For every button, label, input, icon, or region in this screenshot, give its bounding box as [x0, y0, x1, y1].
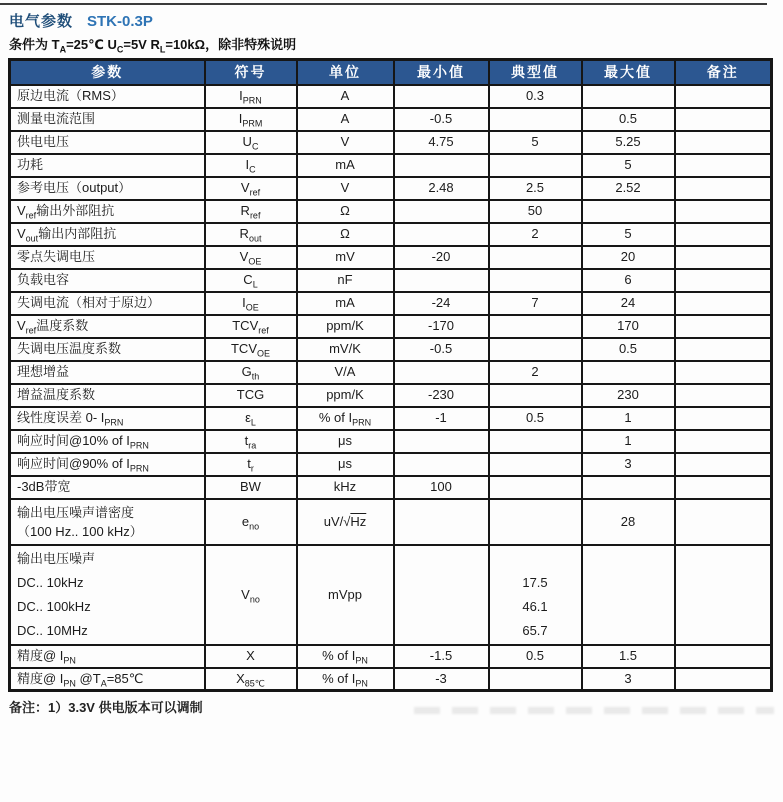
cell-note: [675, 338, 772, 361]
cell-param: 响应时间@10% of $I_{PRN}$: [10, 430, 205, 453]
table-row: [10, 645, 772, 668]
cell-typ: 2: [489, 223, 582, 246]
cell-max: 5: [582, 223, 675, 246]
table-row: [10, 246, 772, 269]
table-row: [10, 131, 772, 154]
cell-min: [394, 200, 489, 223]
cell-param: 精度@ $I_{PN}$: [10, 645, 205, 668]
cell-typ: [489, 108, 582, 131]
cell-note: [675, 154, 772, 177]
cell-symbol: $e_{no}$: [205, 499, 297, 545]
cell-typ: [489, 668, 582, 691]
cell-typ: 2: [489, 361, 582, 384]
table-row: [10, 85, 772, 108]
cell-typ: [489, 246, 582, 269]
cell-typ: [489, 499, 582, 545]
cell-symbol: $V_{OE}$: [205, 246, 297, 269]
cell-note: [675, 200, 772, 223]
table-row: [10, 430, 772, 453]
cell-unit: Ω: [297, 200, 394, 223]
cell-note: [675, 476, 772, 499]
cell-unit: A: [297, 85, 394, 108]
column-header: 符号: [205, 60, 297, 85]
test-conditions: 条件为 $T_A=25℃$ $U_C=5V$ $R_L=10k\Omega$，除非特殊说明: [9, 37, 297, 55]
cell-min: [394, 545, 489, 645]
cell-typ: [489, 315, 582, 338]
cell-min: [394, 223, 489, 246]
cell-note: [675, 246, 772, 269]
cell-symbol: $t_r$: [205, 453, 297, 476]
cell-param: 零点失调电压: [10, 246, 205, 269]
cell-unit: mV/K: [297, 338, 394, 361]
cell-param: 失调电压温度系数: [10, 338, 205, 361]
cell-symbol: $TCV_{OE}$: [205, 338, 297, 361]
cell-unit: V: [297, 177, 394, 200]
cell-typ: [489, 384, 582, 407]
cell-typ: [489, 430, 582, 453]
cell-min: 4.75: [394, 131, 489, 154]
cell-symbol: TCG: [205, 384, 297, 407]
cell-unit: V: [297, 131, 394, 154]
cell-min: [394, 453, 489, 476]
cell-max: 20: [582, 246, 675, 269]
cell-min: [394, 499, 489, 545]
cell-typ: 0.3: [489, 85, 582, 108]
section-title-label: 电气参数: [9, 13, 74, 30]
cell-param: 测量电流范围: [10, 108, 205, 131]
cell-min: [394, 85, 489, 108]
cell-max: 1: [582, 430, 675, 453]
cell-note: [675, 361, 772, 384]
table-row: [10, 476, 772, 499]
table-row: [10, 407, 772, 430]
cell-min: -0.5: [394, 108, 489, 131]
cell-symbol: $R_{ref}$: [205, 200, 297, 223]
cell-param: 线性度误差 0- $I_{PRN}$: [10, 407, 205, 430]
cell-note: [675, 108, 772, 131]
cell-max: 1: [582, 407, 675, 430]
column-header: 典型值: [489, 60, 582, 85]
cell-min: 100: [394, 476, 489, 499]
cell-typ: [489, 453, 582, 476]
cell-symbol: X: [205, 645, 297, 668]
table-header: [10, 60, 772, 85]
cell-unit: A: [297, 108, 394, 131]
cell-note: [675, 384, 772, 407]
cell-symbol: $R_{out}$: [205, 223, 297, 246]
cell-min: -24: [394, 292, 489, 315]
cell-min: -20: [394, 246, 489, 269]
column-header: 最大值: [582, 60, 675, 85]
cell-max: 6: [582, 269, 675, 292]
cell-max: [582, 361, 675, 384]
cell-symbol: $I_{PRM}$: [205, 108, 297, 131]
cell-max: 0.5: [582, 338, 675, 361]
cell-symbol: $I_C$: [205, 154, 297, 177]
cell-max: [582, 200, 675, 223]
cell-param: $V_{ref}$温度系数: [10, 315, 205, 338]
cell-unit: μs: [297, 453, 394, 476]
cell-max: 28: [582, 499, 675, 545]
cell-min: -3: [394, 668, 489, 691]
cell-symbol: $V_{no}$: [205, 545, 297, 645]
cell-max: [582, 476, 675, 499]
cell-typ: 0.5: [489, 407, 582, 430]
footnote: 备注：1）3.3V 供电版本可以调制: [9, 700, 203, 715]
cell-param: 理想增益: [10, 361, 205, 384]
cell-param: 功耗: [10, 154, 205, 177]
cell-min: [394, 154, 489, 177]
cell-unit: kHz: [297, 476, 394, 499]
cell-min: -230: [394, 384, 489, 407]
column-header: 参数: [10, 60, 205, 85]
table-row: [10, 315, 772, 338]
cell-param: 输出电压噪声谱密度 （100 Hz.. 100 kHz）: [10, 499, 205, 545]
table-row: [10, 545, 772, 645]
cell-max: 230: [582, 384, 675, 407]
cell-note: [675, 645, 772, 668]
cell-note: [675, 292, 772, 315]
cell-max: 2.52: [582, 177, 675, 200]
cell-unit: % of $I_{PN}$: [297, 668, 394, 691]
cell-note: [675, 545, 772, 645]
parameters-table: [8, 58, 773, 692]
cell-symbol: $G_{th}$: [205, 361, 297, 384]
cell-unit: ppm/K: [297, 315, 394, 338]
top-rule: [0, 3, 767, 5]
cell-note: [675, 85, 772, 108]
cell-max: 5.25: [582, 131, 675, 154]
cell-note: [675, 269, 772, 292]
cell-min: [394, 361, 489, 384]
cell-param: 负载电容: [10, 269, 205, 292]
cell-min: -1: [394, 407, 489, 430]
cell-note: [675, 177, 772, 200]
cell-symbol: $C_L$: [205, 269, 297, 292]
cell-typ: [489, 154, 582, 177]
cell-max: [582, 85, 675, 108]
cell-param: $V_{out}$输出内部阻抗: [10, 223, 205, 246]
cell-unit: % of $I_{PRN}$: [297, 407, 394, 430]
cell-max: 0.5: [582, 108, 675, 131]
cell-min: [394, 269, 489, 292]
cell-max: 5: [582, 154, 675, 177]
cell-symbol: $V_{ref}$: [205, 177, 297, 200]
cell-unit: mV: [297, 246, 394, 269]
cell-symbol: $t_{ra}$: [205, 430, 297, 453]
cell-param: -3dB带宽: [10, 476, 205, 499]
table-row: [10, 269, 772, 292]
table-row: [10, 384, 772, 407]
cell-unit: V/A: [297, 361, 394, 384]
cell-symbol: $U_C$: [205, 131, 297, 154]
header-row: [10, 60, 772, 85]
cell-typ: 7: [489, 292, 582, 315]
cell-min: -170: [394, 315, 489, 338]
cell-unit: mVpp: [297, 545, 394, 645]
cell-unit: % of $I_{PN}$: [297, 645, 394, 668]
cell-max: 3: [582, 668, 675, 691]
cell-max: 1.5: [582, 645, 675, 668]
table-row: [10, 361, 772, 384]
cell-typ: 17.5 46.1 65.7: [489, 545, 582, 645]
table-row: [10, 453, 772, 476]
column-header: 最小值: [394, 60, 489, 85]
cell-param: 输出电压噪声 DC.. 10kHz DC.. 100kHz DC.. 10MHz: [10, 545, 205, 645]
cell-symbol: $I_{OE}$: [205, 292, 297, 315]
cell-symbol: $I_{PRN}$: [205, 85, 297, 108]
cell-unit: ppm/K: [297, 384, 394, 407]
cell-note: [675, 499, 772, 545]
cell-unit: μs: [297, 430, 394, 453]
cell-symbol: $X_{85℃}$: [205, 668, 297, 691]
cell-note: [675, 430, 772, 453]
cell-param: 原边电流（RMS）: [10, 85, 205, 108]
cell-unit: nF: [297, 269, 394, 292]
cell-unit: uV/√Hz: [297, 499, 394, 545]
cell-param: 响应时间@90% of $I_{PRN}$: [10, 453, 205, 476]
cell-typ: 2.5: [489, 177, 582, 200]
cell-symbol: $TCV_{ref}$: [205, 315, 297, 338]
cell-note: [675, 131, 772, 154]
table-row: [10, 338, 772, 361]
cell-param: 供电电压: [10, 131, 205, 154]
bleed-through-artifact: [414, 707, 774, 714]
table-row: [10, 200, 772, 223]
cell-param: $V_{ref}$输出外部阻抗: [10, 200, 205, 223]
cell-typ: 50: [489, 200, 582, 223]
cell-param: 增益温度系数: [10, 384, 205, 407]
cell-unit: Ω: [297, 223, 394, 246]
cell-note: [675, 315, 772, 338]
table-row: [10, 499, 772, 545]
cell-typ: 0.5: [489, 645, 582, 668]
table-row: [10, 108, 772, 131]
cell-max: 170: [582, 315, 675, 338]
cell-note: [675, 453, 772, 476]
cell-symbol: BW: [205, 476, 297, 499]
cell-max: 24: [582, 292, 675, 315]
column-header: 单位: [297, 60, 394, 85]
section-title: [9, 10, 783, 31]
cell-param: 精度@ $I_{PN}$ $@T_A=85℃$: [10, 668, 205, 691]
cell-param: 参考电压（output）: [10, 177, 205, 200]
cell-min: [394, 430, 489, 453]
cell-min: 2.48: [394, 177, 489, 200]
table-body: [10, 85, 772, 691]
column-header: 备注: [675, 60, 772, 85]
cell-note: [675, 668, 772, 691]
cell-min: -0.5: [394, 338, 489, 361]
table-row: [10, 292, 772, 315]
table-row: [10, 154, 772, 177]
cell-max: 3: [582, 453, 675, 476]
cell-unit: mA: [297, 154, 394, 177]
cell-max: [582, 545, 675, 645]
cell-unit: mA: [297, 292, 394, 315]
cell-param: 失调电流（相对于原边）: [10, 292, 205, 315]
cell-min: -1.5: [394, 645, 489, 668]
cell-typ: 5: [489, 131, 582, 154]
table-row: [10, 668, 772, 691]
part-number: STK-0.3P: [87, 13, 153, 30]
cell-symbol: $\varepsilon_L$: [205, 407, 297, 430]
cell-note: [675, 407, 772, 430]
cell-typ: [489, 476, 582, 499]
table-row: [10, 223, 772, 246]
cell-typ: [489, 338, 582, 361]
cell-note: [675, 223, 772, 246]
table-row: [10, 177, 772, 200]
footer: [9, 697, 774, 716]
cell-typ: [489, 269, 582, 292]
